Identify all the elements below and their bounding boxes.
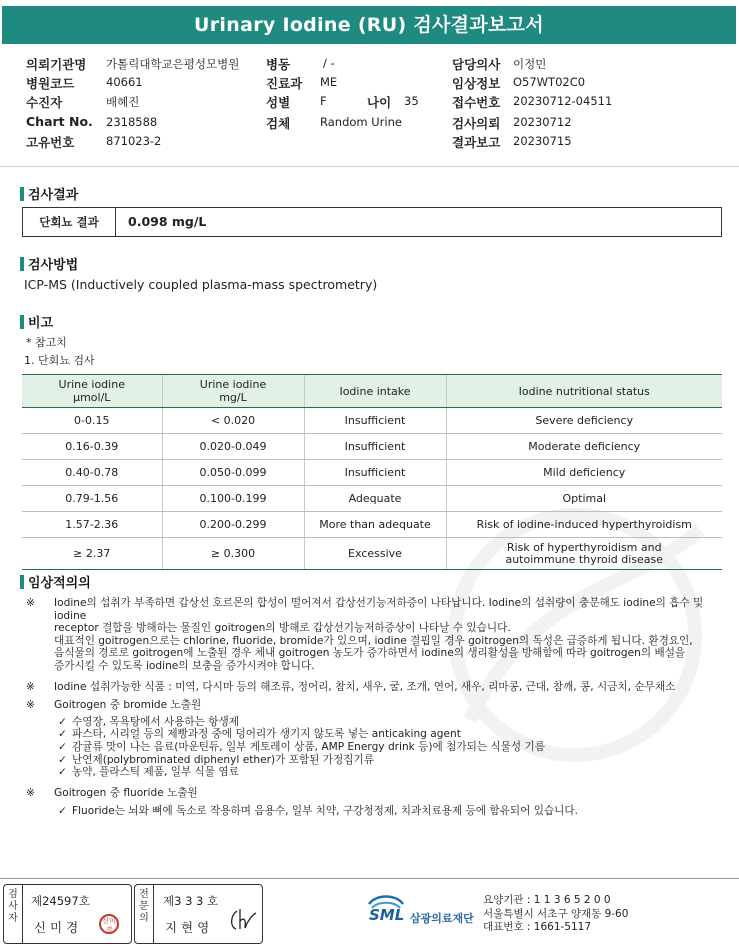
footer	[0, 884, 739, 946]
column-header: Iodine intake	[304, 375, 446, 408]
table-cell: Severe deficiency	[446, 408, 722, 434]
check-icon: ✓	[58, 753, 67, 766]
check-icon: ✓	[58, 728, 67, 741]
bromide-list	[26, 716, 726, 779]
table-cell: Insufficient	[304, 434, 446, 460]
table-cell: 0.40-0.78	[22, 460, 162, 486]
info-value: 이정민	[513, 57, 547, 71]
lab-info	[483, 894, 628, 935]
table-cell: Insufficient	[304, 408, 446, 434]
section-results-heading: 검사결과	[20, 184, 78, 203]
list-item: ✓ 수영장, 목욕탕에서 사용하는 항생제	[58, 715, 239, 728]
info-value: Random Urine	[320, 115, 402, 129]
text-line: Goitrogen 중 bromide 노출원	[54, 699, 202, 712]
reference-mark-icon: ※	[26, 680, 35, 693]
table-cell: 0.200-0.299	[162, 512, 304, 538]
info-label: 나이	[367, 95, 392, 110]
method-text: ICP-MS (Inductively coupled plasma-mass spectrometry)	[24, 277, 378, 292]
column-header: Iodine nutritional status	[446, 375, 722, 408]
clinical-paragraph	[26, 681, 726, 694]
info-label: 검체	[266, 116, 291, 131]
info-value: 가톨릭대학교은평성모병원	[106, 57, 240, 71]
ref-subtitle: 1. 단회뇨 검사	[24, 354, 95, 367]
lab-address: 서울특별시 서초구 양재동 9-60	[483, 907, 629, 920]
info-value: 20230712-04511	[513, 94, 613, 108]
divider	[0, 166, 739, 167]
fluoride-list	[26, 805, 726, 818]
info-label: 진료과	[266, 76, 303, 91]
inspector-label: 검 사 자	[4, 885, 23, 943]
table-cell: 0-0.15	[22, 408, 162, 434]
clinical-paragraph	[26, 699, 726, 712]
check-icon: ✓	[58, 740, 67, 753]
table-cell: Optimal	[446, 486, 722, 512]
info-value: / -	[323, 56, 335, 70]
info-value: 2318588	[106, 115, 158, 129]
inspector-number: 제24597호	[31, 894, 90, 908]
reference-mark-icon: ※	[26, 786, 35, 799]
info-value: 35	[404, 94, 419, 108]
table-cell: 0.79-1.56	[22, 486, 162, 512]
text-line: Iodine 섭취가능한 식품 : 미역, 다시마 등의 해조류, 정어리, 참치, 새우, 굴, 조개, 연어, 새우, 리마콩, 근대, 참깨, 콩, 시금치, 순무채소	[54, 680, 676, 693]
info-value: 40661	[106, 75, 143, 89]
info-label: 고유번호	[26, 135, 75, 150]
reference-mark-icon: ※	[26, 597, 35, 609]
table-cell: Adequate	[304, 486, 446, 512]
table-row	[22, 434, 722, 460]
table-cell: ≥ 0.300	[162, 538, 304, 570]
table-cell: Mild deficiency	[446, 460, 722, 486]
list-item: ✓ 난연제(polybrominated diphenyl ether)가 포함된 가정집기류	[58, 753, 374, 766]
info-label: 임상정보	[452, 76, 501, 91]
column-header: Urine iodine mg/L	[162, 375, 304, 408]
info-label: 검사의뢰	[452, 116, 501, 131]
section-method-heading: 검사방법	[20, 254, 78, 273]
info-label: 성별	[266, 95, 291, 110]
column-header: Urine iodine μmol/L	[22, 375, 162, 408]
table-cell: Excessive	[304, 538, 446, 570]
clinical-paragraph	[26, 787, 726, 800]
text-line: Iodine의 섭취가 부족하면 갑상선 호르몬의 합성이 떨어져서 갑상선기능저하증이 나타납니다. Iodine의 섭취량이 충분해도 iodine의 흡수 및 iodine	[54, 597, 704, 622]
table-cell: 0.16-0.39	[22, 434, 162, 460]
handwritten-signature-icon	[228, 907, 258, 933]
list-item: ✓ 파스타, 시리얼 등의 제빵과정 중에 덩어리가 생기지 않도록 넣는 anticaking agent	[58, 728, 461, 741]
text-line: Goitrogen 중 fluoride 노출원	[54, 786, 198, 799]
report-title: Urinary Iodine (RU) 검사결과보고서	[2, 6, 736, 44]
text-line: receptor 결합을 방해하는 물질인 goitrogen의 방해로 갑상선기능저하증상이 나타날 수 있습니다.	[54, 622, 511, 635]
table-cell: ≥ 2.37	[22, 538, 162, 570]
org-logo-text: SML	[369, 906, 405, 924]
info-value: 871023-2	[106, 134, 162, 148]
info-label: 담당의사	[452, 57, 501, 72]
clinical-significance	[26, 597, 726, 818]
result-label: 단회뇨 결과	[23, 208, 116, 236]
info-label: Chart No.	[26, 114, 93, 129]
result-value: 0.098 mg/L	[128, 214, 207, 229]
table-cell: More than adequate	[304, 512, 446, 538]
info-label: 접수번호	[452, 95, 501, 110]
specialist-signature-box	[134, 884, 263, 944]
check-icon: ✓	[58, 805, 67, 818]
info-value: 20230712	[513, 115, 572, 129]
org-name: 삼광의료재단	[410, 912, 474, 925]
text-line: 음식물의 경로로 goitrogen에 노출된 경우 체내 goitrogen 농도가 증가하면서 iodine의 생리활성을 방해함에 따라 goitrogen의 배설을	[54, 647, 686, 660]
specialist-name: 지 현 영	[165, 920, 210, 935]
clinical-paragraph	[26, 597, 726, 673]
result-box	[22, 207, 722, 237]
reference-table	[22, 374, 722, 570]
info-label: 병원코드	[26, 76, 75, 91]
inspector-signature-box	[3, 884, 132, 944]
table-cell: 0.020-0.049	[162, 434, 304, 460]
table-cell: 0.050-0.099	[162, 460, 304, 486]
table-row	[22, 538, 722, 570]
table-row	[22, 460, 722, 486]
info-value: O57WT02C0	[513, 75, 586, 89]
info-label: 병동	[266, 57, 291, 72]
lab-code: 요양기관 : 1 1 3 6 5 2 0 0	[483, 894, 611, 906]
table-row	[22, 408, 722, 434]
specialist-label: 전 문 의	[135, 885, 154, 943]
inspector-name: 신 미 경	[34, 920, 79, 935]
ref-title: * 참고치	[26, 336, 67, 349]
section-remarks-heading: 비고	[20, 312, 53, 331]
table-cell: < 0.020	[162, 408, 304, 434]
list-item: ✓ 농약, 플라스틱 제품, 일부 식물 염료	[58, 766, 239, 779]
lab-phone: 대표번호 : 1661-5117	[483, 921, 592, 933]
reference-mark-icon: ※	[26, 699, 35, 712]
list-item: ✓ Fluoride는 뇌와 뼈에 독소로 작용하며 음용수, 일부 치약, 구강청정제, 치과치료용제 등에 함유되어 있습니다.	[58, 805, 578, 818]
table-header-row	[22, 375, 722, 408]
table-row	[22, 486, 722, 512]
section-clinical-heading: 임상적의의	[20, 572, 91, 591]
info-value: 배혜진	[106, 95, 140, 109]
text-line: 대표적인 goitrogen으로는 chlorine, fluoride, bromide가 있으며, iodine 결핍일 경우 goitrogen의 독성은 급증하게 됩니다. 환경요인,	[54, 634, 693, 647]
table-cell: 1.57-2.36	[22, 512, 162, 538]
table-cell: Risk of hyperthyroidism and autoimmune thyroid disease	[446, 538, 722, 570]
text-line: 증가시킬 수 있도록 iodine의 보충을 증가시켜야 합니다.	[54, 659, 315, 672]
seal-stamp-icon: 신미경	[99, 914, 119, 934]
table-cell: Risk of iodine-induced hyperthyroidism	[446, 512, 722, 538]
list-item: ✓ 감귤류 맛이 나는 음료(마운틴듀, 일부 게토레이 상품, AMP Energy drink 등)에 첨가되는 식물성 기름	[58, 740, 545, 753]
info-value: 20230715	[513, 134, 572, 148]
info-value: F	[320, 94, 327, 108]
check-icon: ✓	[58, 766, 67, 779]
specialist-number: 제3 3 3 호	[163, 894, 219, 908]
check-icon: ✓	[58, 715, 67, 728]
footer-divider	[0, 878, 739, 879]
table-cell: Insufficient	[304, 460, 446, 486]
info-label: 수진자	[26, 95, 63, 110]
table-cell: Moderate deficiency	[446, 434, 722, 460]
table-cell: 0.100-0.199	[162, 486, 304, 512]
info-value: ME	[320, 75, 338, 89]
info-label: 결과보고	[452, 135, 501, 150]
table-row	[22, 512, 722, 538]
info-label: 의뢰기관명	[26, 57, 87, 72]
